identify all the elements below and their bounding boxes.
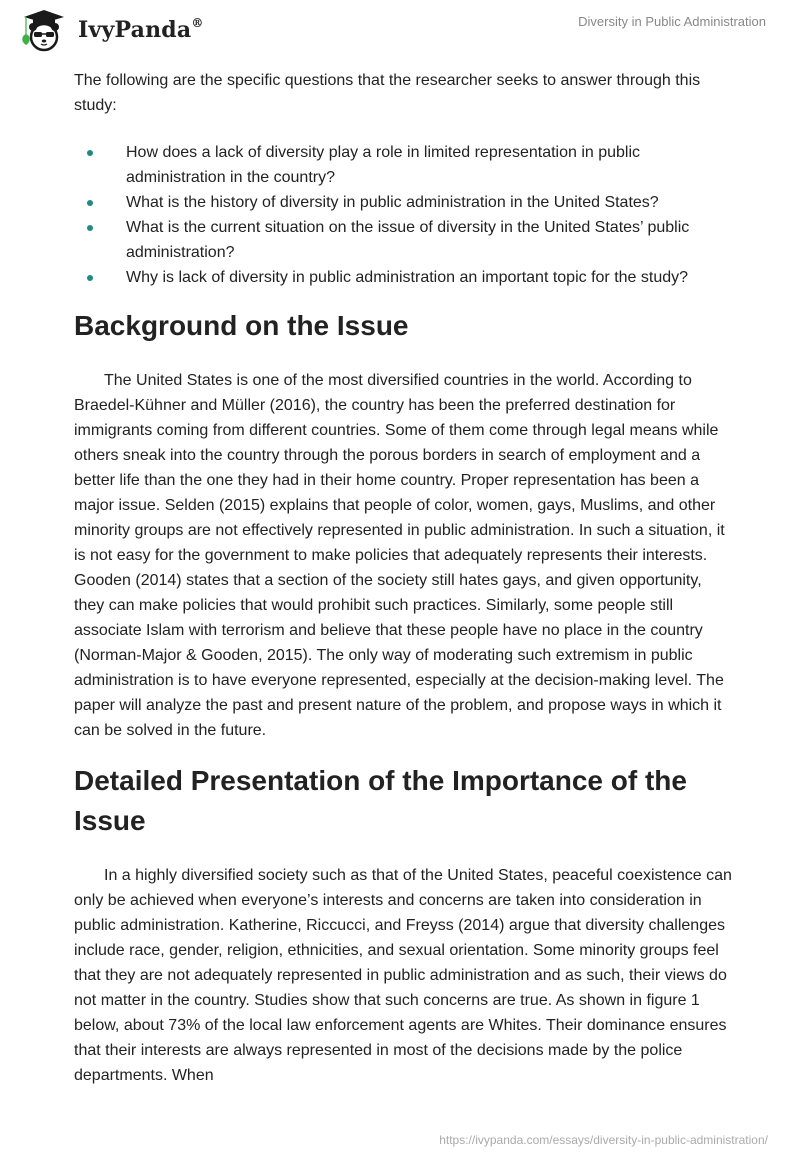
footer-url-link[interactable]: https://ivypanda.com/essays/diversity-in-public-administration/ bbox=[439, 1133, 768, 1147]
background-paragraph: The United States is one of the most diversified countries in the world. According to Braedel-Kühner and Müller (2016), the country has been the preferred destination for immigrants coming from different countries. Some of them come through legal means while others sneak into the country through the porous borders in search of employment and a better life than the one they had in their home country. Proper representation has been a major issue. Selden (2015) explains that people of color, women, gays, Muslims, and other minority groups are not effectively represented in public administration. In such a situation, it is not easy for the government to make policies that adequately represents their interests. Gooden (2014) states that a section of the society still hates gays, and given opportunity, they can make policies that would prohibit such practices. Similarly, some people still associate Islam with terrorism and believe that these people have no place in the country (Norman-Major & Gooden, 2015). The only way of moderating such extremism in public administration is to have everyone represented, especially at the decision-making level. The paper will analyze the past and present nature of the problem, and propose ways in which it can be solved in the future. bbox=[74, 372, 725, 739]
bullet-icon bbox=[87, 225, 93, 231]
essay-content bbox=[74, 68, 734, 1088]
brand-name bbox=[78, 17, 204, 43]
bullet-icon bbox=[87, 275, 93, 281]
brand-text: IvyPanda bbox=[78, 17, 192, 43]
panda-graduate-logo-icon bbox=[16, 8, 68, 52]
list-item bbox=[74, 190, 734, 215]
section-heading-importance: Detailed Presentation of the Importance of the Issue bbox=[74, 765, 687, 836]
bullet-icon bbox=[87, 150, 93, 156]
section-heading-background: Background on the Issue bbox=[74, 310, 409, 341]
bullet-icon bbox=[87, 200, 93, 206]
intro-paragraph: The following are the specific questions that the researcher seeks to answer through this study: bbox=[74, 72, 701, 114]
research-questions-list bbox=[74, 140, 734, 290]
page-header bbox=[0, 0, 800, 56]
logo[interactable] bbox=[16, 8, 204, 52]
list-item bbox=[74, 265, 734, 290]
question-text: What is the history of diversity in public administration in the United States? bbox=[126, 194, 659, 211]
question-text: How does a lack of diversity play a role in limited representation in public administration in the country? bbox=[126, 144, 641, 186]
question-text: Why is lack of diversity in public administration an important topic for the study? bbox=[126, 269, 689, 286]
document-title: Diversity in Public Administration bbox=[578, 14, 766, 29]
list-item bbox=[74, 140, 734, 190]
registered-mark: ® bbox=[191, 15, 204, 30]
question-text: What is the current situation on the issue of diversity in the United States’ public administration? bbox=[126, 219, 690, 261]
list-item bbox=[74, 215, 734, 265]
importance-paragraph: In a highly diversified society such as that of the United States, peaceful coexistence can only be achieved when everyone’s interests and concerns are taken into consideration in public administration. Katherine, Riccucci, and Freyss (2014) argue that diversity challenges include race, gender, religion, ethnicities, and sexual orientation. Some minority groups feel that they are not adequately represented in public administration and as such, their views do not matter in the country. Studies show that such concerns are true. As shown in figure 1 below, about 73% of the local law enforcement agents are Whites. Their dominance ensures that their interests are always represented in most of the decisions made by the police departments. When bbox=[74, 867, 732, 1084]
